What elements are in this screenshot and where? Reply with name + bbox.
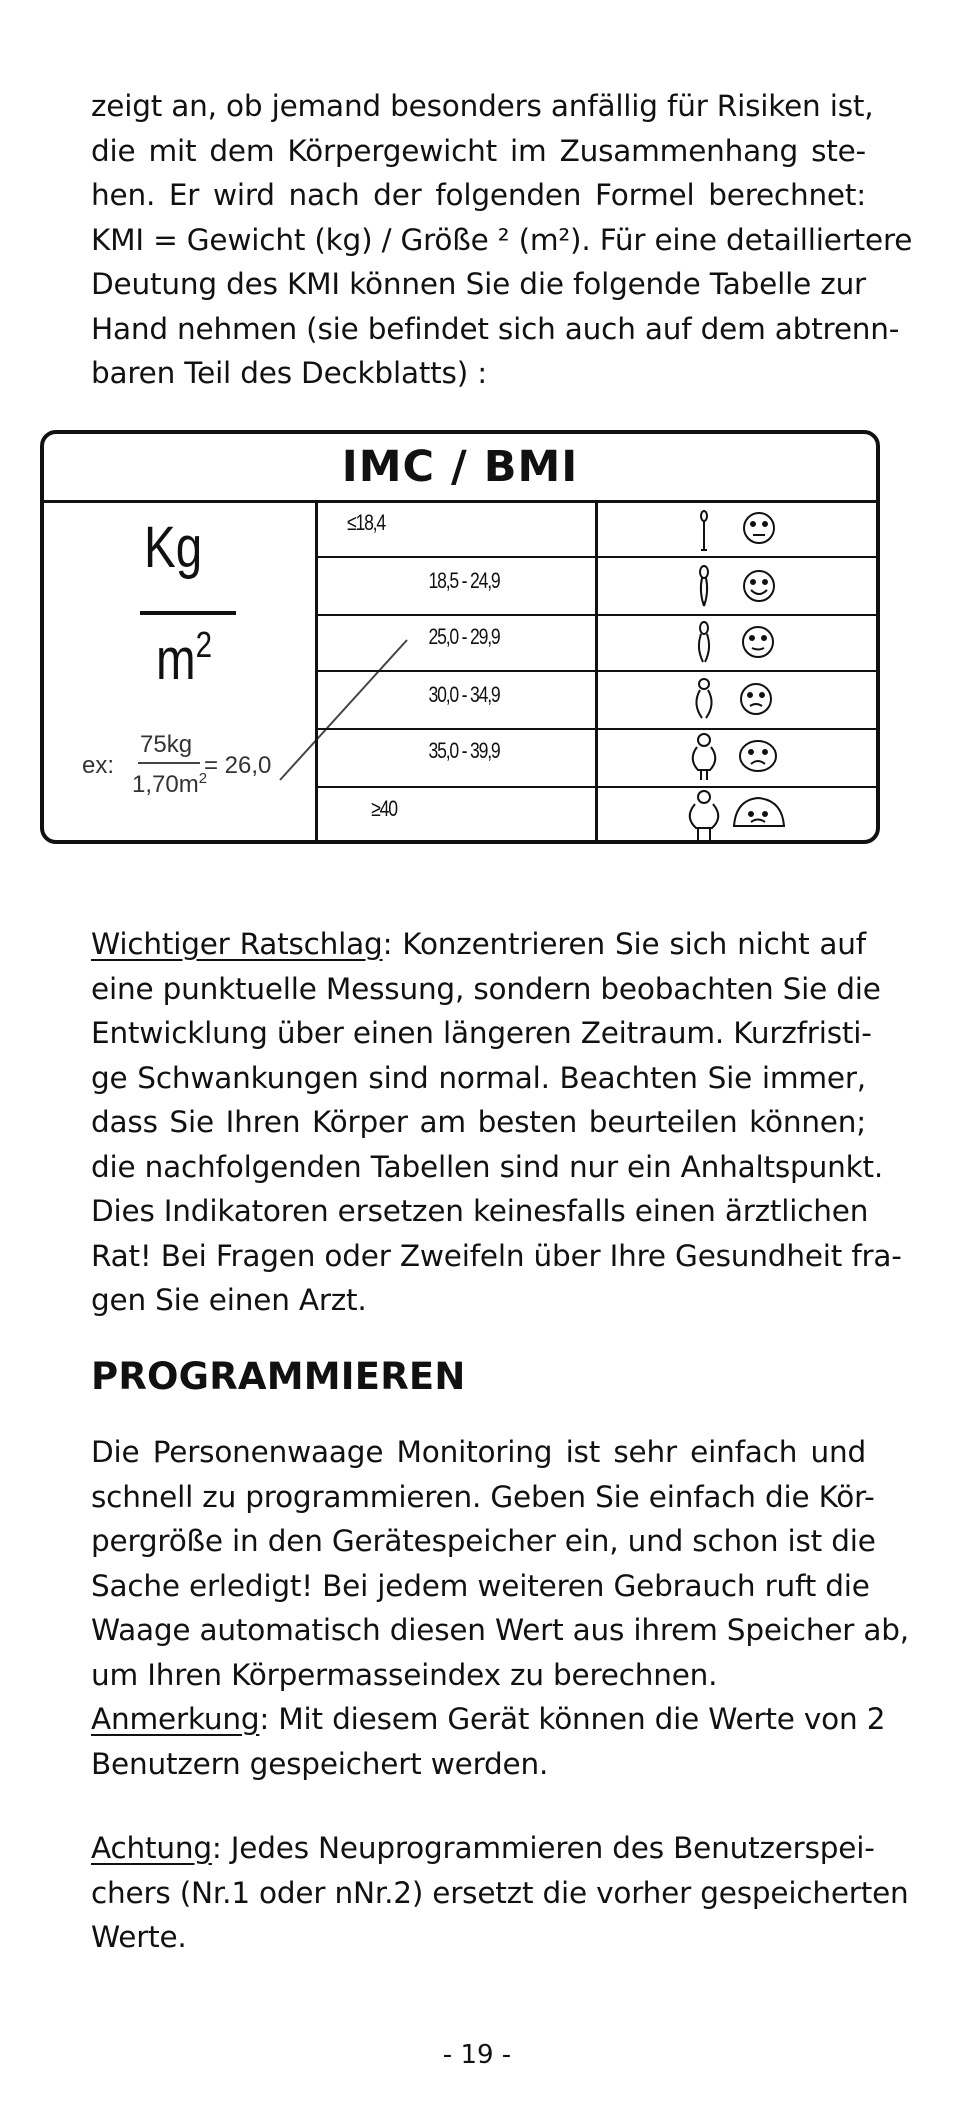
advice-line: Entwicklung über einen längeren Zeitraum. Kurzfristi- (91, 1016, 872, 1050)
unit-kg: Kg (144, 515, 203, 580)
bmi-table (40, 430, 880, 844)
programming-paragraph (91, 1430, 909, 1786)
severe-obese-figure-icon (693, 734, 716, 780)
bmi-range: 25,0 - 29,9 (428, 624, 500, 649)
warning-line (91, 1826, 875, 1871)
warning-line: chers (Nr.1 oder nNr.2) ersetzt die vorher gespeicherten (91, 1875, 909, 1910)
thin-figure-icon (701, 511, 707, 550)
warning-line: Werte. (91, 1920, 187, 1954)
advice-line: Rat! Bei Fragen oder Zweifeln über Ihre Gesundheit fra- (91, 1238, 902, 1273)
unit-exponent: 2 (195, 624, 213, 665)
overweight-figure-icon (699, 622, 709, 662)
obese-figure-icon (696, 679, 711, 718)
advice-line: die nachfolgenden Tabellen sind nur ein Anhaltspunkt. (91, 1149, 884, 1184)
thin-face-icon (744, 513, 774, 543)
warning-label: Achtung (91, 1831, 212, 1865)
bmi-range: 30,0 - 34,9 (428, 682, 500, 707)
bmi-range: 35,0 - 39,9 (428, 738, 500, 763)
warning-text: : Jedes Neuprogrammieren des Benutzerspei- (211, 1831, 875, 1865)
intro-line: Deutung des KMI können Sie die folgende Tabelle zur (91, 267, 866, 301)
example-result: = 26,0 (204, 752, 272, 779)
example-denominator-text: 1,70m (132, 771, 199, 798)
normal-figure-icon (700, 566, 708, 606)
very-sad-face-icon (734, 798, 784, 826)
example-numerator: 75kg (140, 731, 193, 758)
neutral-face-icon (743, 627, 773, 657)
intro-paragraph (91, 84, 913, 396)
note-line: Benutzern gespeichert werden. (91, 1746, 549, 1781)
advice-line: dass Sie Ihren Körper am besten beurteilen können; (91, 1105, 866, 1139)
note-text: : Mit diesem Gerät können die Werte von 2 (259, 1702, 886, 1736)
programming-line: schnell zu programmieren. Geben Sie einfach die Kör- (91, 1479, 875, 1514)
frown-face-icon (741, 684, 771, 714)
bmi-range: ≤18,4 (347, 510, 385, 535)
programming-line: pergröße in den Gerätespeicher ein, und schon ist die (91, 1524, 876, 1558)
bmi-icons (44, 434, 876, 844)
bmi-table-title: IMC / BMI (341, 442, 579, 492)
bmi-range: ≥40 (371, 796, 397, 821)
warning-paragraph (91, 1826, 909, 1960)
programming-line: Waage automatisch diesen Wert aus ihrem Speicher ab, (91, 1613, 909, 1647)
intro-line: KMI = Gewicht (kg) / Größe ² (m²). Für eine detailliertere (91, 222, 913, 257)
note-line (91, 1697, 886, 1742)
programming-line: um Ihren Körpermasseindex zu berechnen. (91, 1657, 718, 1692)
example-denominator-exponent: 2 (198, 770, 208, 787)
section-heading: PROGRAMMIEREN (91, 1355, 466, 1398)
note-label: Anmerkung (91, 1702, 260, 1736)
intro-line: zeigt an, ob jemand besonders anfällig für Risiken ist, (91, 89, 874, 123)
advice-line: ge Schwankungen sind normal. Beachten Sie immer, (91, 1060, 866, 1095)
advice-paragraph (91, 922, 902, 1323)
intro-line: Hand nehmen (sie befindet sich auch auf dem abtrenn- (91, 311, 900, 346)
happy-face-icon (744, 571, 774, 601)
advice-line: Dies Indikatoren ersetzen keinesfalls einen ärztlichen (91, 1194, 869, 1228)
example-prefix: ex: (82, 752, 115, 779)
advice-label: Wichtiger Ratschlag (91, 927, 383, 961)
advice-line: gen Sie einen Arzt. (91, 1283, 367, 1317)
bmi-range: 18,5 - 24,9 (428, 568, 500, 593)
programming-line: Sache erledigt! Bei jedem weiteren Gebrauch ruft die (91, 1568, 870, 1603)
advice-line (91, 922, 866, 967)
morbid-obese-figure-icon (690, 791, 719, 840)
sad-face-icon (740, 741, 776, 771)
page-number: - 19 - (442, 2040, 512, 2070)
programming-line: Die Personenwaage Monitoring ist sehr einfach und (91, 1435, 866, 1469)
advice-first-line-text: : Konzentrieren Sie sich nicht auf (382, 927, 866, 961)
advice-line: eine punktuelle Messung, sondern beobachten Sie die (91, 971, 881, 1006)
intro-line: baren Teil des Deckblatts) : (91, 356, 487, 390)
intro-line: die mit dem Körpergewicht im Zusammenhang ste- (91, 133, 866, 168)
unit-m: m (156, 627, 196, 692)
intro-line: hen. Er wird nach der folgenden Formel berechnet: (91, 178, 866, 212)
